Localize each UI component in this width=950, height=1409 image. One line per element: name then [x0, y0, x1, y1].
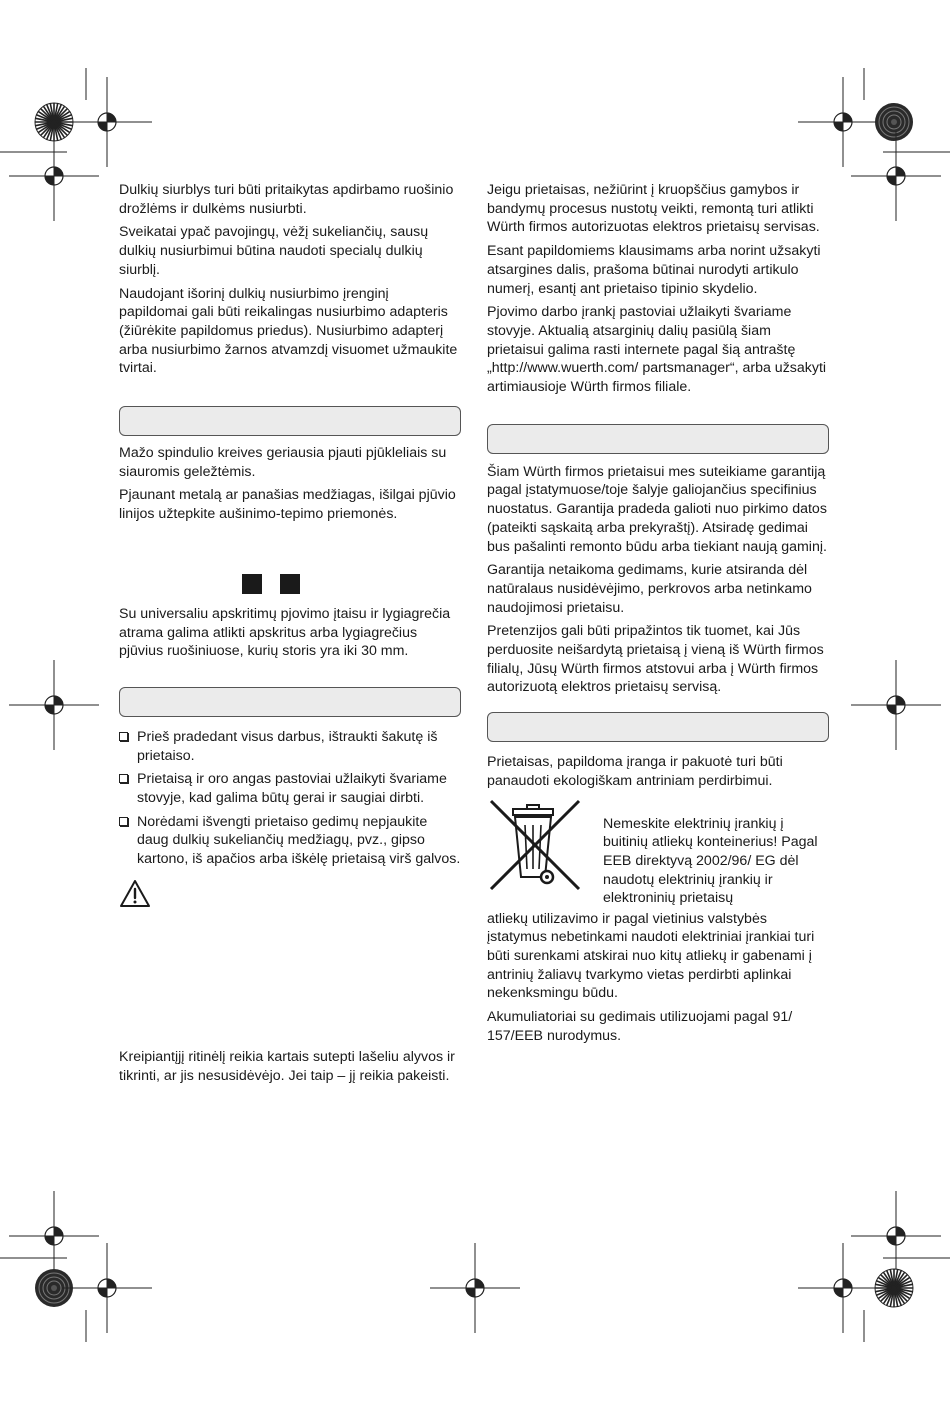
- warning-triangle-icon: [119, 879, 151, 909]
- service-paragraph-1: Jeigu prietaisas, nežiūrint į kruopščius gamybos ir bandymų procesus nustotų veikti, remontą turi atlikti Würth firmos autorizuotas elektros prietaisų servisas.: [487, 182, 820, 236]
- left-column: [119, 181, 461, 1085]
- weee-block: [487, 797, 829, 911]
- weee-continuation-paragraph: atliekų utilizavimo ir pagal vietinius valstybės įstatymus nebetinkami naudoti elektriniai įrankiai turi būti surenkami atskirai nuo kitų atliekų ir gabenami į antrinių žaliavų tvarkymo vietas perdirbti aplinkai nekenksmingu būdu.: [487, 910, 815, 1002]
- sawing-tip-paragraph-2: Pjaunant metalą ar panašias medžiagas, išilgai pjūvio linijos užtepkite aušinimo-tepimo priemonės.: [119, 487, 456, 523]
- battery-disposal-paragraph: Akumuliatoriai su gedimais utilizuojami pagal 91/ 157/EEB nurodymus.: [487, 1009, 793, 1044]
- section-heading-box-maintenance: [119, 687, 461, 717]
- section-heading-box-sawing: [119, 406, 461, 436]
- disposal-intro-paragraph: Prietaisas, papildoma įranga ir pakuotė turi būti panaudoti ekologiškam antriniam perdirbimui.: [487, 754, 783, 789]
- maintenance-list: [119, 728, 461, 869]
- service-paragraph-3: Pjovimo darbo įrankį pastoviai užlaikyti švariame stovyje. Aktualią atsarginių dalių pasiūlą šiam prietaisui galima rasti internete pagal šią antraštę „http://www.wuerth.com/ partsmanager“, arba užsakyti artimiausioje Würth firmos filiale.: [487, 304, 827, 396]
- guide-roller-paragraph: Kreipiantįjį ritinėlį reikia kartais sutepti lašeliu alyvos ir tikrinti, ar jis nesusidėvėjo. Jei taip – jį reikia pakeisti.: [119, 1048, 455, 1084]
- section-heading-box-disposal: [487, 712, 829, 742]
- warranty-paragraph-1: Šiam Würth firmos prietaisui mes suteikiame garantiją pagal įstatymuose/toje šalyje galiojančius specifinius nuostatus. Garantija pradeda galioti nuo pirkimo datos (pateikti sąskaitą arba prekyraštį). Atsiradę gedimai bus pašalinti remonto būdu arba tiekiant naują gaminį.: [487, 463, 827, 555]
- section-marker-squares: [119, 574, 461, 594]
- section-heading-box-warranty: [487, 424, 829, 454]
- crossed-out-wheelie-bin-icon: [487, 797, 583, 893]
- right-column: [487, 181, 829, 1046]
- dust-extraction-paragraph-1: Dulkių siurblys turi būti pritaikytas apdirbamo ruošinio drožlėms ir dulkėms nusiurbti.: [119, 182, 454, 217]
- dust-extraction-paragraph-2: Sveikatai ypač pavojingų, vėžį sukeliančių, sausų dulkių nusiurbimui būtina naudoti specialų dulkių siurblį.: [119, 224, 429, 278]
- list-item: Prieš pradedant visus darbus, ištraukti šakutę iš prietaiso.: [119, 728, 461, 765]
- checkbox-bullet-icon: [119, 732, 128, 741]
- marker-square-2: [280, 574, 300, 594]
- service-paragraph-2: Esant papildomiems klausimams arba norint užsakyti atsargines dalis, prašoma būtinai nurodyti artikulo numerį, esantį ant prietaiso tipinio skydelio.: [487, 243, 821, 297]
- dust-extraction-paragraph-3: Naudojant išorinį dulkių nusiurbimo įrenginį papildomai gali būti reikalingas nusiurbimo adapteris (žiūrėkite papildomus priedus). Nusiurbimo adapterį arba nusiurbimo žarnos atvamzdį visuomet užmaukite tvirtai.: [119, 285, 458, 377]
- list-item: Norėdami išvengti prietaiso gedimų nepjaukite daug dulkių sukeliančių medžiagų, pvz., gipso kartono, iš apačios arba iškėlę prietaisą virš galvos.: [119, 813, 461, 869]
- warranty-paragraph-2: Garantija netaikoma gedimams, kurie atsiranda dėl natūralaus nusidėvėjimo, perkrovos arba netinkamo naudojimosi prietaisu.: [487, 562, 812, 616]
- warranty-paragraph-3: Pretenzijos gali būti pripažintos tik tuomet, kai Jūs perduosite neišardytą prietaisą į vieną iš Würth firmos filialų, Jūsų Würth firmos atstovui arba į Würth firmos autorizuotą elektros prietaisų servisą.: [487, 623, 824, 696]
- checkbox-bullet-icon: [119, 774, 128, 783]
- marker-square-1: [242, 574, 262, 594]
- weee-side-paragraph: Nemeskite elektrinių įrankių į buitinių atliekų konteinerius! Pagal EEB direktyvą 2002/96/ EG dėl naudotų elektrinių įrankių ir elektroninių prietaisų: [603, 815, 818, 907]
- sawing-tip-paragraph-1: Mažo spindulio kreives geriausia pjauti pjūkleliais su siauromis geležtėmis.: [119, 445, 447, 480]
- list-item: Prietaisą ir oro angas pastoviai užlaikyti švariame stovyje, kad galima būtų gerai ir saugiai dirbti.: [119, 770, 461, 807]
- checkbox-bullet-icon: [119, 817, 128, 826]
- circle-cutter-paragraph: Su universaliu apskritimų pjovimo įtaisu ir lygiagrečia atrama galima atlikti apskritus arba lygiagrečius pjūvius ruošiniuose, kurių storis yra iki 30 mm.: [119, 605, 451, 660]
